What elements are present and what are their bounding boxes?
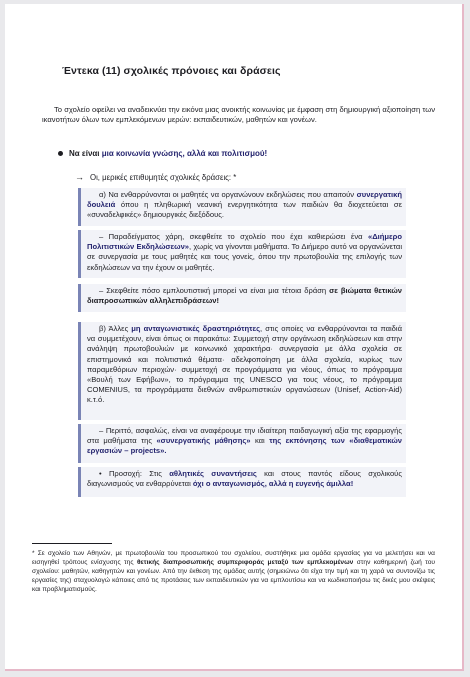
box-reflection-text: [87, 286, 402, 306]
actions-intro: [75, 172, 236, 182]
text-segment: όπου η πληθωρική νεανική ενεργητικότητα των παιδιών θα διοχετεύεται σε «συναδελφικές» δημιουργικές διεξόδους.: [87, 200, 402, 220]
box-caution-text: [87, 469, 402, 489]
bullet-emphasis: μια κοινωνία γνώσης, αλλά και πολιτισμού!: [101, 149, 268, 158]
box-collaborative-learning-text: [87, 426, 402, 457]
box-action-a: [78, 188, 406, 226]
text-segment: , στις οποίες να ενθαρρύνονται τα παιδιά να συμμετέχουν, είναι όπως οι παρακάτω: Συμμετοχή στην οργάνωση εκδηλώσεων και στην ανάληψη πρωτοβουλιών με κοινωνικό χαρακτήρα· συνεργασία με άλλα σχολεία σε επιστημονικά και πολιτιστικά θέματα· αδελφοποίηση με άλλα σχολεία, κυρίως των παραμεθόριων περιοχών· συμμετοχή σε προγράμματα για νέους, όπως το πρόγραμμα «Βουλή των Εφήβων», το πρόγραμμα της UNESCO για τους νέους, το πρόγραμμα COMENIUS, τα προγράμματα διεθνών ανθρωπιστικών οργανώσεων (Unisef, Action-Aid) κ.τ.ό.: [87, 324, 402, 405]
text-segment: και στους παντός είδους σχολικούς διαγωνισμούς να ενθαρρύνεται: [87, 469, 402, 489]
footnote: [32, 549, 435, 594]
emphasis-segment: όχι ο ανταγωνισμός, αλλά η ευγενής άμιλλα!: [192, 479, 354, 489]
text-segment: α) Να ενθαρρύνονται οι μαθητές να οργανώνουν εκδηλώσεις που απαιτούν: [99, 190, 357, 199]
text-segment: στην καθημερινή ζωή του σχολείου: μαθητών, καθηγητών και γονέων. Από την έκθεση της ομάδας αυτής (σημειώνω ότι είχα την τιμή και τη χαρά να συντονίζω τις εργασίες της) σταχυολογώ κάποιες από τις προτάσεις των εκπαιδευτικών για να εμπλουτίσω και να κωδικοποιήσω τις δικές μου σκέψεις και προβληματισμούς.: [32, 559, 436, 593]
box-caution: [78, 467, 406, 497]
bullet-icon: [58, 151, 63, 156]
emphasis-segment: «Διήμερο Πολιτιστικών Εκδηλώσεων»: [87, 232, 402, 252]
emphasis-segment: συνεργατική δουλειά: [87, 190, 402, 210]
document-page: [5, 4, 464, 671]
text-segment: , χωρίς να γίνονται μαθήματα. Το Διήμερο αυτό να οργανώνεται σε συνεργασία με τους μαθητές και τους γονείς, όπου την πρωτοβουλία της επιλογής των εκδηλώσεων να την έχουν οι μαθητές.: [87, 242, 402, 272]
bullet-line: [58, 149, 267, 158]
emphasis-segment: «συνεργατικής μάθησης»: [156, 436, 251, 446]
text-segment: β) Άλλες: [99, 324, 132, 333]
box-action-a-text: [87, 190, 402, 221]
actions-intro-text: Οι, μερικές επιθυμητές σχολικές δράσεις: *: [90, 173, 237, 182]
box-action-b: [78, 322, 406, 420]
emphasis-segment: σε βιώματα θετικών διαπροσωπικών αλληλεπιδράσεων!: [87, 286, 402, 306]
intro-paragraph: Το σχολείο οφείλει να αναδεικνύει την εικόνα μιας ανοικτής κοινωνίας με έμφαση στη δημιουργική αξιοποίηση των ικανοτήτων όλων των εμπλεκόμενων μερών: εκπαιδευτικών, μαθητών και γονέων.: [42, 105, 435, 125]
text-segment: και: [250, 436, 270, 446]
text-segment: – Περιττό, ασφαλώς, είναι να αναφέρουμε την ιδιαίτερη παιδαγωγική αξία της εφαρμογής στα μαθήματα της: [87, 426, 402, 446]
emphasis-segment: της εκπόνησης των «διαθεματικών εργασιών – projects».: [87, 436, 402, 456]
emphasis-segment: αθλητικές συναντήσεις: [169, 469, 257, 478]
text-segment: • Προσοχή: Στις: [99, 469, 170, 478]
emphasis-segment: μη ανταγωνιστικές δραστηριότητες: [131, 324, 261, 333]
box-reflection: [78, 284, 406, 312]
bullet-pre: Να είναι: [69, 149, 102, 158]
page-title: Έντεκα (11) σχολικές πρόνοιες και δράσεις: [62, 65, 281, 77]
emphasis-segment: θετικής διαπροσωπικής συμπεριφοράς μεταξύ των εμπλεκομένων: [136, 559, 354, 566]
footnote-divider: [32, 543, 112, 544]
text-segment: – Σκεφθείτε πόσο εμπλουτιστική μπορεί να είναι μια τέτοια δράση: [99, 286, 330, 295]
text-segment: – Παραδείγματος χάρη, σκεφθείτε το σχολείο που έχει καθιερώσει ένα: [99, 232, 368, 241]
box-example-text: [87, 232, 402, 273]
text-segment: * Σε σχολείο των Αθηνών, με πρωτοβουλία του προσωπικού του σχολείου, συστήθηκε μια ομάδα εργασίας για να μελετήσει και να εισηγηθεί τρόπους ενίσχυσης της: [32, 550, 435, 566]
box-example: [78, 230, 406, 278]
box-action-b-text: [87, 324, 402, 406]
box-collaborative-learning: [78, 424, 406, 463]
arrow-right-icon: →: [75, 172, 84, 182]
